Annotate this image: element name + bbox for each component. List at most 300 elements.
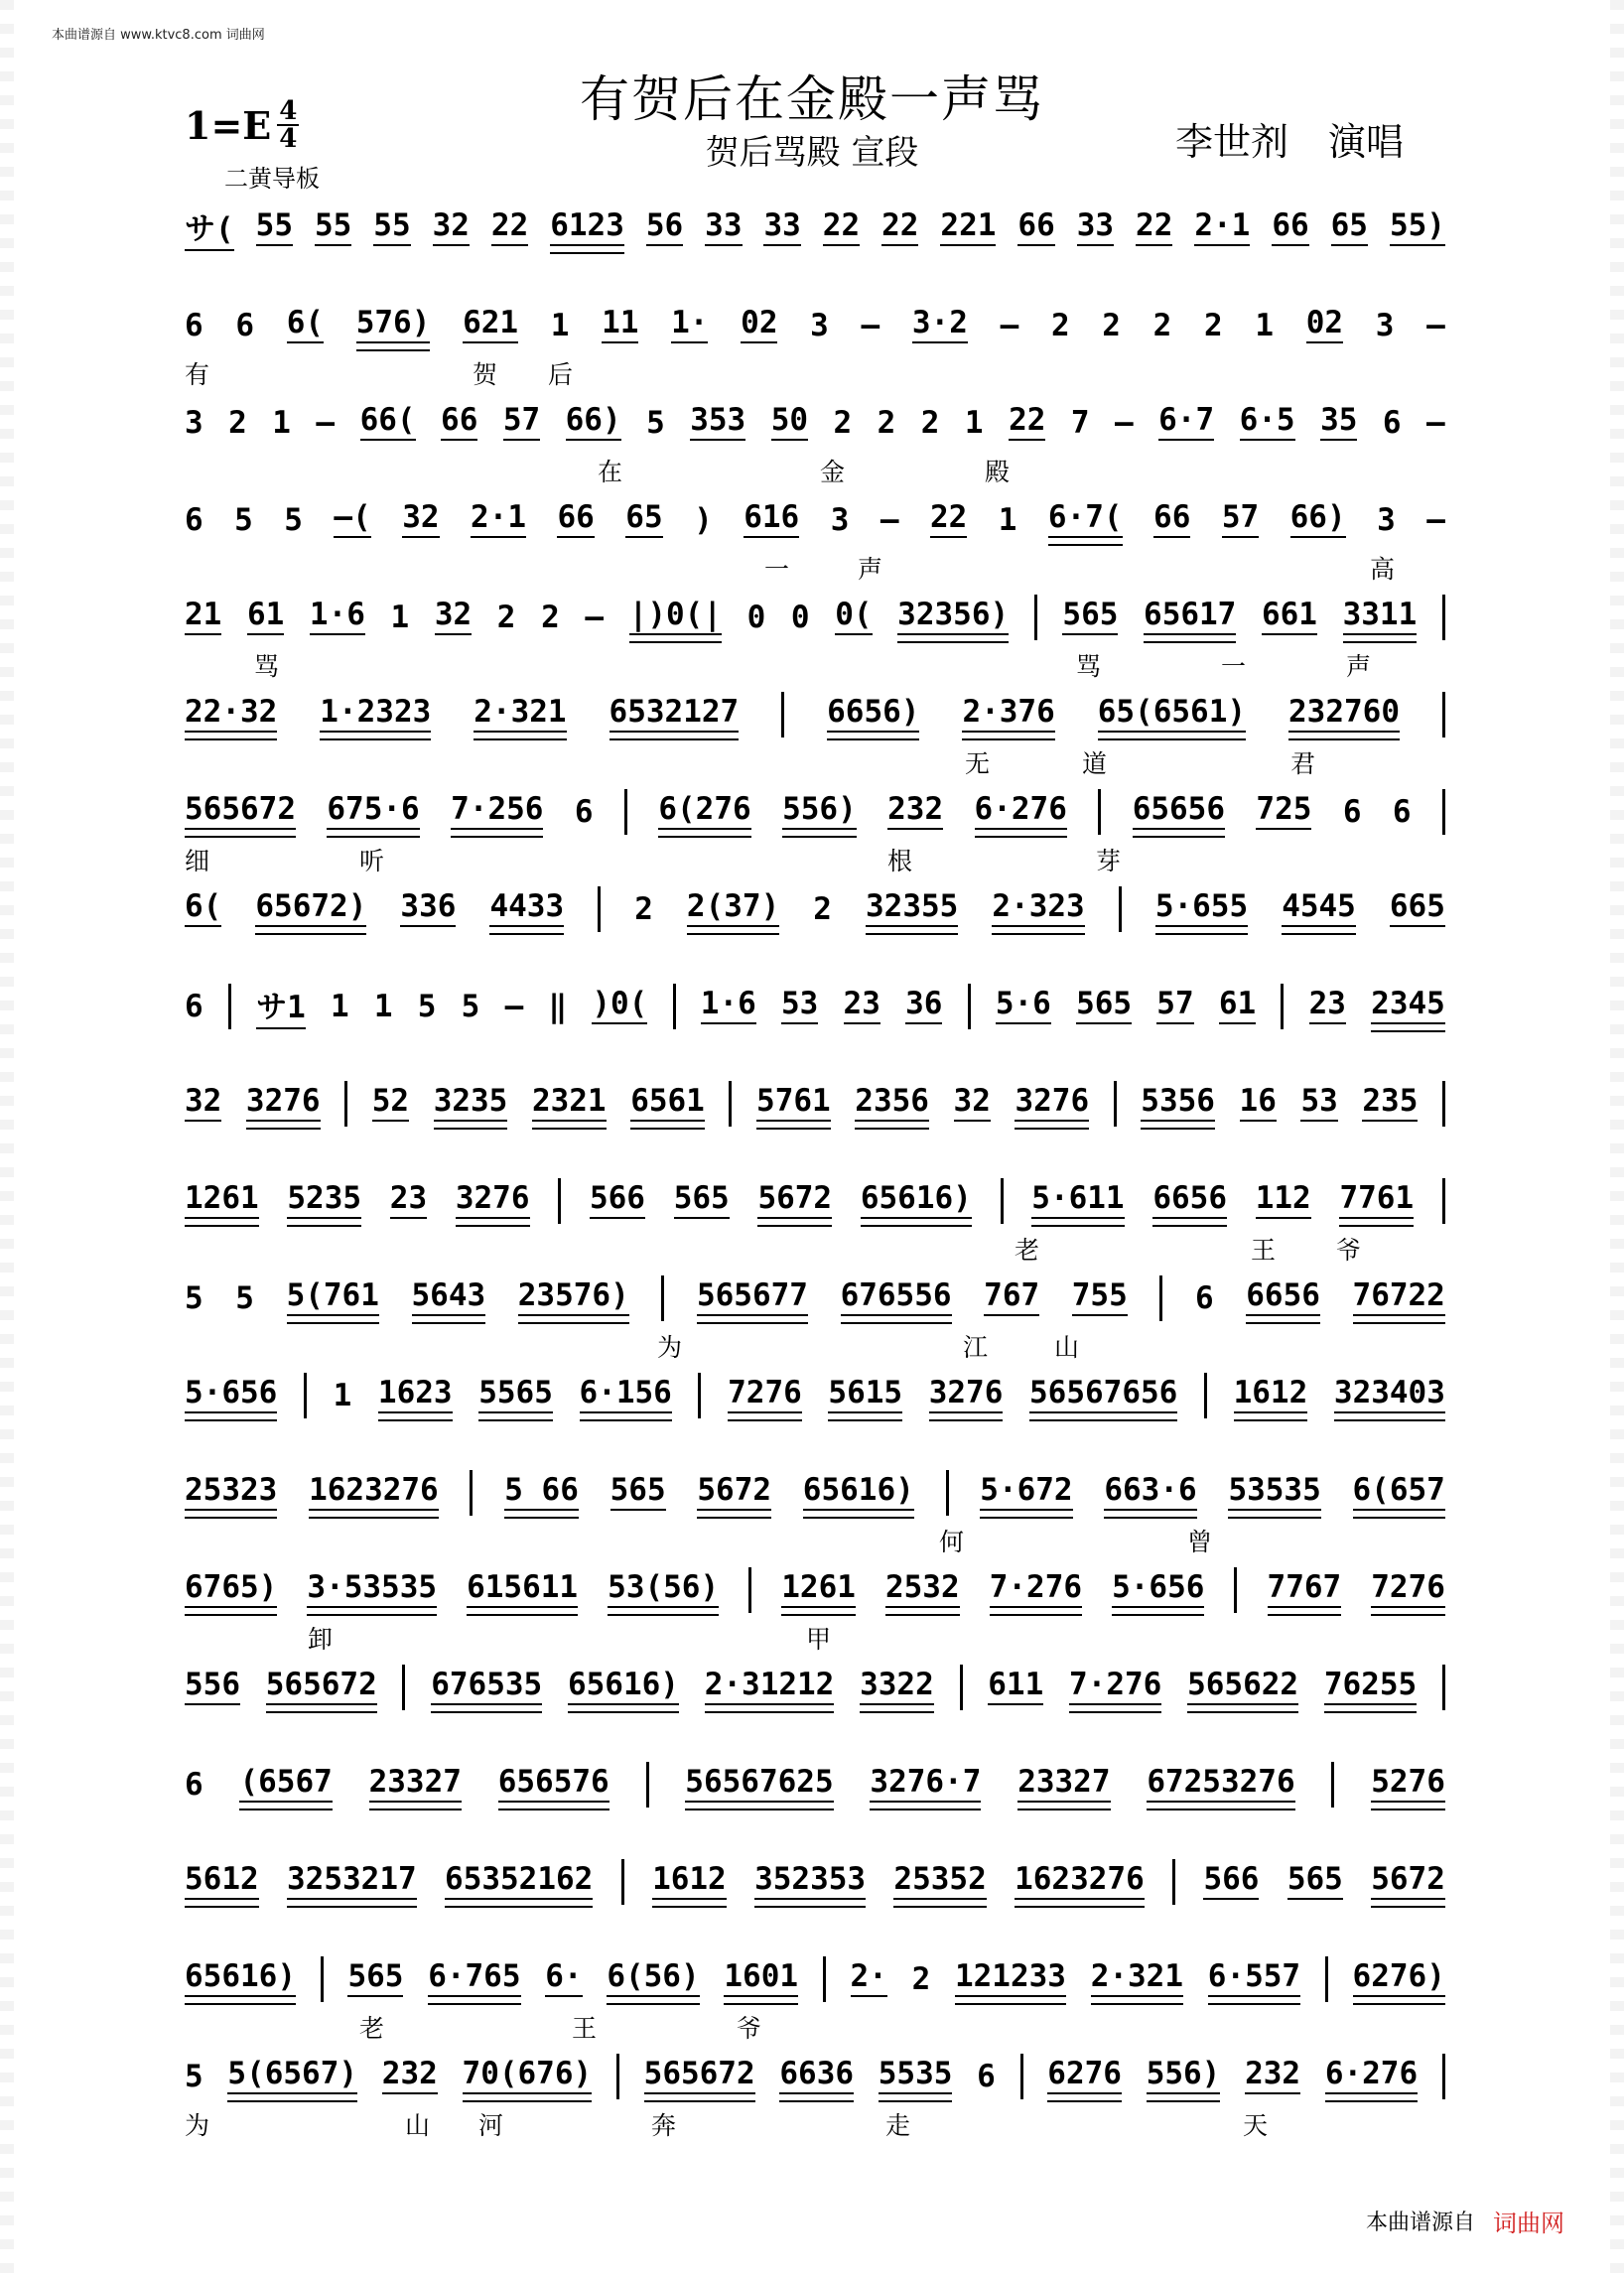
bar-line [1020,2054,1023,2099]
note-group: 53 [1300,1083,1337,1125]
note-group: 25323 [185,1472,277,1514]
lyric-line [185,550,1445,582]
note-group: 22 [930,499,967,541]
note-group: 7 [1070,405,1090,441]
note-group: 5 [185,1280,203,1316]
note-group: サ1 [256,982,306,1032]
note-group: 6276) [1353,1958,1445,2000]
note-group: 56567625 [685,1764,833,1806]
note-group: 33 [705,207,742,249]
note-group: 5(761 [287,1277,379,1319]
note-group: 6· [545,1958,582,2000]
note-group: 65 [625,499,662,541]
note-group: – [1426,502,1445,538]
note-group: 576) [356,305,431,346]
lyric-line [185,1912,1445,1943]
bar-line [616,2054,619,2099]
note-group: 5565 [478,1375,553,1416]
bar-line [624,789,627,835]
note-group: 5·655 [1155,888,1248,930]
note-group: 66 [557,499,594,541]
note-group: 4433 [489,888,564,930]
lyric-char: 老 [1015,1236,1040,1265]
note-group: 352353 [754,1861,866,1903]
note-group: 565672 [644,2056,755,2097]
note-group: 5 [461,989,480,1024]
note-group: 6 [574,794,594,830]
note-line [185,306,1445,345]
note-group: 616 [744,499,799,541]
bar-line [1325,1956,1328,2002]
note-group: 65616) [185,1958,296,2000]
note-group: 2(37) [687,888,779,930]
note-group: 55 [373,207,410,249]
note-group: 565672 [266,1667,377,1708]
notation-row [185,1366,1445,1465]
bar-line [321,1956,324,2002]
lyric-char: 贺 [473,360,498,389]
bar-line [968,984,971,1029]
note-group: 5(6567) [227,2056,357,2097]
note-group: 6656) [827,694,919,736]
note-group: 2 [920,405,940,441]
bar-line [228,984,231,1029]
note-group: 7·256 [451,791,543,833]
lyric-char: 君 [1290,749,1316,778]
note-group: 66 [441,402,477,444]
bar-line [1442,692,1445,737]
note-group: 6561 [630,1083,705,1125]
lyric-line [185,1425,1445,1457]
note-group: 5·6 [996,986,1051,1027]
bar-line [1159,1275,1162,1321]
bar-line [470,1470,473,1516]
note-group: 22 [823,207,860,249]
page-title: 有贺后在金殿一声骂 [580,70,1044,128]
lyric-char: 金 [820,458,846,486]
note-group: 1261 [185,1180,259,1222]
lyric-char: 为 [657,1333,683,1362]
note-group: 656576 [498,1764,609,1806]
bar-line [1001,1178,1004,1224]
note-group: 2· [851,1958,887,2000]
lyric-char: 河 [478,2111,504,2140]
note-group: 5672 [697,1472,771,1514]
note-group: 32356) [897,597,1009,638]
note-group: – [1426,308,1445,343]
note-group: 65(6561) [1098,694,1246,736]
note-group: 1 [390,600,410,635]
note-group: 6·765 [428,1958,520,2000]
note-group: 1601 [724,1958,798,2000]
bar-line [1331,1762,1334,1808]
note-group: 6(56) [607,1958,699,2000]
lyric-line [185,939,1445,971]
lyric-line [185,1620,1445,1652]
note-group: 1 [550,308,570,343]
note-group: 6(276 [658,791,750,833]
note-line [185,1668,1445,1707]
note-group: 6 [185,1767,203,1803]
footer [1366,2204,1564,2238]
note-group: 565672 [185,791,296,833]
lyric-char: 江 [963,1333,989,1362]
notation-row [185,199,1445,298]
notation-row [185,1755,1445,1854]
note-group: 35 [1320,402,1357,444]
note-group: 7·276 [1069,1667,1161,1708]
note-group: – [316,405,336,441]
note-group: 6 [977,2059,996,2094]
note-group: 55 [256,207,293,249]
note-group: 66) [1290,499,1346,541]
key-signature [185,96,299,154]
notation-row [185,588,1445,687]
note-line [185,987,1445,1026]
footer-text: 本曲谱源自 [1365,2211,1475,2235]
note-group: 1612 [652,1861,727,1903]
note-group: 6·5 [1240,402,1295,444]
note-group: 65 [1331,207,1368,249]
note-group: 5672 [1371,1861,1445,1903]
bar-line [646,1762,649,1808]
note-group: 23 [390,1180,427,1222]
note-group: 112 [1256,1180,1311,1222]
note-group: 566 [1203,1861,1259,1903]
note-group: 2 [911,1961,931,1997]
note-group: 66 [1017,207,1054,249]
note-group: 5·611 [1031,1180,1124,1222]
note-group: 6·7( [1048,499,1123,541]
note-group: 65616) [861,1180,972,1222]
note-group: 1 [331,989,349,1024]
lyric-line [185,1717,1445,1749]
note-group: 6( [287,305,324,346]
note-group: 53 [781,986,818,1027]
lyric-line [185,2009,1445,2041]
note-group: 5276 [1371,1764,1445,1806]
note-group: 6·276 [1325,2056,1418,2097]
note-group: 661 [1262,597,1317,638]
note-line [185,1959,1445,1999]
note-group: 676535 [431,1667,542,1708]
note-group: 2 [877,405,896,441]
bar-line [1172,1859,1175,1905]
note-group: 5235 [287,1180,361,1222]
note-group: 57 [503,402,540,444]
note-group: 22 [881,207,918,249]
bar-line [748,1567,751,1613]
note-group: 566 [590,1180,645,1222]
left-watermark-strip [0,0,14,2278]
note-group: 2 [1050,308,1070,343]
note-group: 5615 [828,1375,902,1416]
note-group: 23327 [369,1764,462,1806]
bar-line [698,1373,701,1418]
note-group: 5535 [879,2056,953,2097]
bar-line [661,1275,664,1321]
notation-row [185,1074,1445,1173]
lyric-char: 爷 [1336,1236,1362,1265]
note-group: 6656 [1152,1180,1227,1222]
note-group: )0( [592,986,647,1027]
note-group: 1·2323 [320,694,431,736]
bar-line [598,886,601,932]
note-line [185,1570,1445,1610]
lyric-char: 后 [548,360,574,389]
note-group: 3 [185,405,203,441]
note-group: 5 66 [504,1472,579,1514]
note-group: 1 [964,405,984,441]
note-line [185,598,1445,637]
note-group: – [1115,405,1134,441]
bar-line [946,1470,949,1516]
lyric-char: 天 [1243,2111,1269,2140]
note-group: 65352162 [445,1861,593,1903]
note-group: – [504,989,524,1024]
note-group: 235 [1362,1083,1418,1125]
note-group: 565 [674,1180,730,1222]
lyric-line [185,647,1445,679]
note-group: 0( [835,597,872,638]
lyric-char: 一 [1221,652,1247,681]
lyric-char: 甲 [806,1625,832,1654]
lyric-char: 山 [405,2111,431,2140]
note-group: 615611 [467,1569,578,1611]
notation-row [185,1269,1445,1368]
source-header: 本曲谱源自 www.ktvc8.com 词曲网 [52,28,265,43]
singer-name: 李世剂 [1175,120,1289,164]
note-group: 22 [1009,402,1045,444]
lyric-char: 根 [887,847,913,875]
note-group: 23327 [1017,1764,1110,1806]
lyric-char: 山 [1054,1333,1080,1362]
note-group: 5 [235,1280,254,1316]
note-group: 5·656 [185,1375,277,1416]
note-group: 6 [185,502,203,538]
lyric-char: 无 [965,749,991,778]
note-group: 70(676) [463,2056,593,2097]
lyric-char: 有 [185,360,210,389]
note-group: 2 [813,891,832,927]
note-group: 2·31212 [705,1667,835,1708]
note-group: 6·7 [1158,402,1214,444]
notation-row [185,1560,1445,1660]
note-group: 676556 [841,1277,952,1319]
note-group: 3235 [434,1083,508,1125]
note-group: 121233 [955,1958,1066,2000]
lyric-line [185,1036,1445,1068]
note-group: 6 [235,308,255,343]
bar-line [1442,1178,1445,1224]
lyric-line [185,1523,1445,1554]
note-group: 611 [988,1667,1043,1708]
note-group: 32 [435,597,472,638]
note-group: 3322 [860,1667,934,1708]
lyric-char: 奔 [651,2111,677,2140]
lyric-line [185,1134,1445,1165]
note-line [185,1181,1445,1221]
lyric-char: 一 [764,555,790,584]
note-group: 22 [491,207,528,249]
bar-line [1034,595,1037,640]
lyric-char: 声 [858,555,883,584]
note-group: 2345 [1371,986,1445,1027]
note-group: 6276 [1047,2056,1122,2097]
note-group: 565 [610,1472,666,1514]
note-line [185,1862,1445,1902]
note-group: 3 [810,308,829,343]
lyric-char: 卸 [308,1625,334,1654]
note-group: 23 [1309,986,1346,1027]
notation-row [185,2047,1445,2146]
note-group: –( [334,499,370,541]
footer-brand: 词曲网 [1493,2210,1564,2237]
note-group: 1 [272,405,291,441]
notation-row [185,490,1445,590]
note-group: 53535 [1228,1472,1320,1514]
note-group: 32 [433,207,470,249]
lyric-line [185,744,1445,776]
note-group: 1 [1255,308,1275,343]
note-group: 65656 [1133,791,1225,833]
lyric-line [185,453,1445,484]
note-line [185,403,1445,443]
note-group: 33 [1077,207,1114,249]
note-group: 65672) [255,888,366,930]
note-group: 6 [1382,405,1402,441]
note-group: 3276 [456,1180,530,1222]
lyric-char: 高 [1370,555,1396,584]
note-group: 6·156 [580,1375,672,1416]
note-group: 22 [1136,207,1172,249]
note-group: 2·321 [474,694,566,736]
lyric-line [185,842,1445,873]
note-line [185,1278,1445,1318]
note-group: 50 [771,402,808,444]
note-group: 1 [998,502,1017,538]
lyric-line [185,1814,1445,1846]
note-group: 2 [1152,308,1172,343]
note-group: 6636 [779,2056,854,2097]
note-group: 0 [746,600,766,635]
lyric-line [185,1231,1445,1263]
note-group: 565622 [1187,1667,1298,1708]
note-group: 61 [247,597,284,638]
note-group: 76255 [1324,1667,1417,1708]
lyric-line [185,258,1445,290]
note-group: 52 [372,1083,409,1125]
bar-line [1442,789,1445,835]
note-group: 76722 [1353,1277,1445,1319]
lyric-char: 细 [185,847,210,875]
note-group: 67253276 [1147,1764,1294,1806]
bar-line [1442,2054,1445,2099]
note-group: 6 [1392,794,1412,830]
note-group: 556) [1147,2056,1221,2097]
note-group: 21 [185,597,221,638]
note-group: 16 [1240,1083,1277,1125]
note-group: – [880,502,899,538]
note-group: 5·656 [1112,1569,1204,1611]
note-group: (6567 [239,1764,332,1806]
note-group: 232 [1245,2056,1300,2097]
note-group: 66( [360,402,416,444]
bar-line [1234,1567,1237,1613]
note-group: 2532 [885,1569,960,1611]
note-group: 2·1 [1194,207,1250,249]
note-group: 5 [234,502,253,538]
key-label: 1=E [185,102,272,148]
note-group: 1· [671,305,708,346]
singer-credit [1175,111,1404,166]
note-group: 57 [1156,986,1193,1027]
note-group: 6532127 [609,694,740,736]
note-group: 6123 [550,207,624,249]
note-group: 65616) [568,1667,679,1708]
note-group: 6 [1194,1280,1214,1316]
singer-role: 演唱 [1328,120,1405,164]
notation-row [185,1949,1445,2049]
note-group: 2 [1204,308,1223,343]
note-group: 2 [833,405,853,441]
notation-row [185,879,1445,979]
note-group: 675·6 [327,791,419,833]
note-group: 3276 [929,1375,1004,1416]
note-group: 1623276 [1015,1861,1145,1903]
note-group: 3 [830,502,850,538]
note-group: 2356 [855,1083,929,1125]
note-group: 23576) [518,1277,629,1319]
lyric-line [185,1328,1445,1360]
note-group: 5 [417,989,437,1024]
note-group: 5 [646,405,665,441]
note-group: 3·53535 [307,1569,437,1611]
lyric-char: 王 [1251,1236,1277,1265]
note-line [185,889,1445,929]
lyric-char: 在 [598,458,623,486]
note-line [185,500,1445,540]
bar-line [1098,789,1101,835]
note-group: ) [694,502,713,538]
note-group: 3276·7 [870,1764,981,1806]
note-group: 36 [905,986,942,1027]
note-group: 66 [1153,499,1190,541]
time-signature [277,96,299,154]
note-group: 33 [763,207,800,249]
note-group: 5612 [185,1861,259,1903]
note-group: – [585,600,605,635]
note-group: 7767 [1268,1569,1342,1611]
note-group: 1 [333,1378,352,1413]
note-line [185,208,1445,248]
note-group: 565 [347,1958,403,2000]
note-group: 2 [228,405,247,441]
note-group: 32355 [866,888,958,930]
note-group: – [1426,405,1445,441]
note-group: 2 [541,600,560,635]
note-group: 663·6 [1104,1472,1196,1514]
bar-line [1281,984,1284,1029]
note-group: 57 [1222,499,1259,541]
note-group: 665 [1390,888,1445,930]
note-group: 65616) [803,1472,914,1514]
note-group: 65617 [1144,597,1236,638]
note-group: 7276 [728,1375,802,1416]
notation-row [185,1463,1445,1562]
note-group: 5643 [412,1277,486,1319]
note-group: 2 [496,600,516,635]
